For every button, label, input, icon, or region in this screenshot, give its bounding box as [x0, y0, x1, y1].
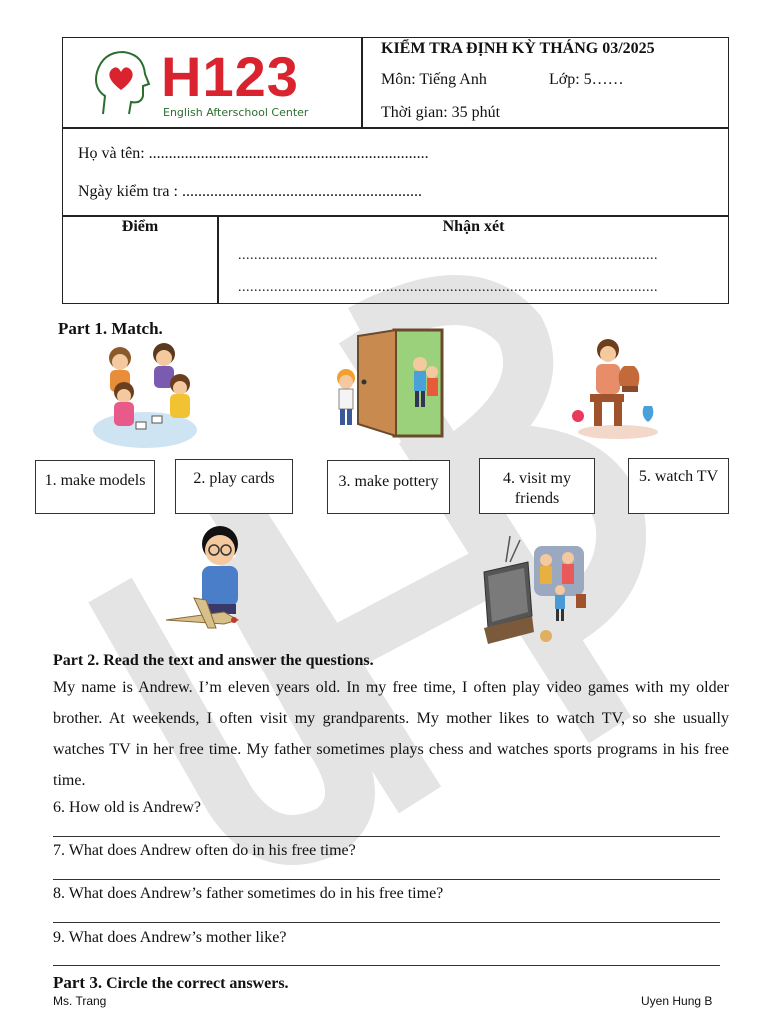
match-option-2[interactable]: 2. play cards	[175, 459, 293, 514]
visit-friends-picture	[334, 328, 446, 440]
head-heart-icon	[91, 48, 153, 118]
question-7: 7. What does Andrew often do in his free time?	[53, 842, 356, 859]
match-option-3[interactable]: 3. make pottery	[327, 460, 450, 514]
watch-tv-picture	[480, 532, 592, 648]
reading-passage: My name is Andrew. I’m eleven years old. In my free time, I often play video games with my older brother. At weekends, I often visit my grandparents. My mother likes to watch TV, so she usually watches TV in her free time. My father sometimes plays chess and watches sports programs in his free time.	[53, 679, 729, 789]
question-6: 6. How old is Andrew?	[53, 799, 201, 816]
comment-line[interactable]: .........................................................................................................	[238, 280, 658, 295]
duration-label: Thời gian: 35 phút	[381, 104, 501, 121]
match-option-4[interactable]: 4. visit my friends	[479, 458, 595, 514]
brand-tagline: English Afterschool Center	[163, 106, 309, 119]
answer-line-6[interactable]	[53, 836, 720, 837]
footer-teacher: Ms. Trang	[53, 994, 107, 1008]
footer-school: Uyen Hung B	[641, 994, 713, 1008]
score-label: Điểm	[121, 218, 159, 235]
make-models-picture	[164, 524, 254, 632]
brand-name: H123	[161, 45, 299, 108]
comment-label: Nhận xét	[442, 218, 505, 235]
test-title: KIỂM TRA ĐỊNH KỲ THÁNG 03/2025	[381, 40, 655, 57]
kids-playing-cards-picture	[88, 340, 203, 452]
part1-heading: Part 1. Match.	[58, 319, 163, 338]
part3-heading	[53, 973, 289, 993]
make-pottery-picture	[568, 336, 668, 442]
test-date-field[interactable]: Ngày kiểm tra : ............................................................	[78, 183, 422, 200]
match-option-5[interactable]: 5. watch TV	[628, 458, 729, 514]
answer-line-9[interactable]	[53, 965, 720, 966]
answer-line-7[interactable]	[53, 879, 720, 880]
grade-label: Lớp: 5……	[549, 71, 624, 88]
question-8: 8. What does Andrew’s father sometimes do in his free time?	[53, 885, 444, 902]
brand-logo	[91, 46, 351, 122]
header-table	[62, 37, 729, 304]
subject-label: Môn: Tiếng Anh	[381, 71, 487, 88]
answer-line-8[interactable]	[53, 922, 720, 923]
part2-heading: Part 2. Read the text and answer the questions.	[53, 652, 374, 669]
question-9: 9. What does Andrew’s mother like?	[53, 929, 287, 946]
comment-line[interactable]: .........................................................................................................	[238, 248, 658, 263]
match-option-1[interactable]: 1. make models	[35, 460, 155, 514]
student-name-field[interactable]: Họ và tên: ......................................................................	[78, 145, 429, 162]
part3-number: Part 3.	[53, 973, 103, 992]
part3-instruction: Circle the correct answers.	[106, 975, 289, 992]
